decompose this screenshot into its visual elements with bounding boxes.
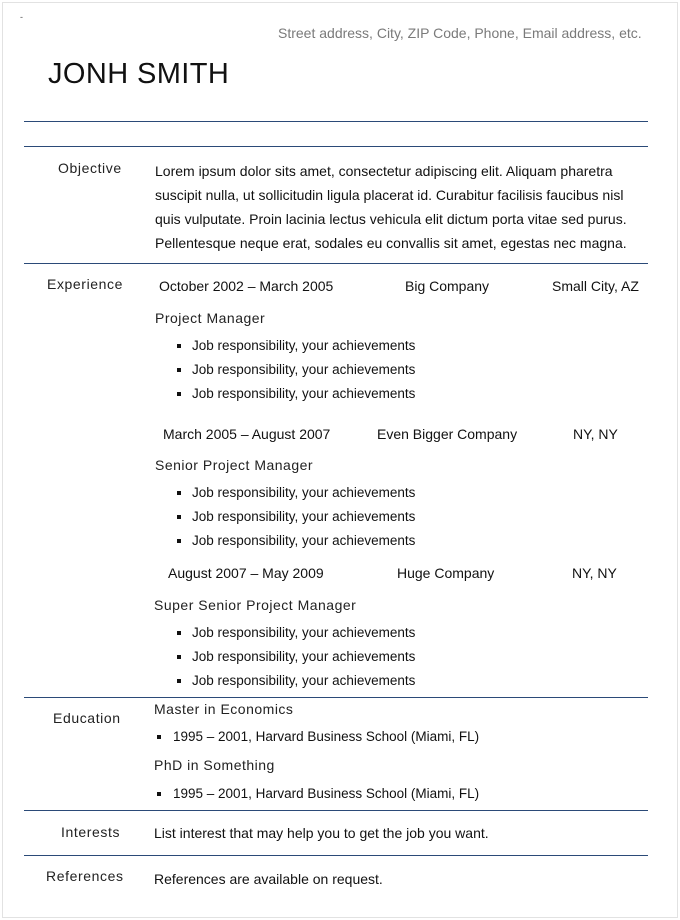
degree-name: PhD in Something xyxy=(154,757,275,773)
degree-detail: 1995 – 2001, Harvard Business School (Miami, FL) xyxy=(173,729,480,744)
job-dates: March 2005 – August 2007 xyxy=(163,426,331,442)
bullet-icon xyxy=(177,679,181,683)
degree-name: Master in Economics xyxy=(154,701,294,717)
degree-detail: 1995 – 2001, Harvard Business School (Miami, FL) xyxy=(173,786,480,801)
job-bullet: Job responsibility, your achievements xyxy=(192,673,416,688)
job-title: Senior Project Manager xyxy=(155,457,314,473)
job-bullet: Job responsibility, your achievements xyxy=(192,386,416,401)
candidate-name: JONH SMITH xyxy=(48,58,230,90)
job-location: Small City, AZ xyxy=(552,278,639,294)
contact-line: Street address, City, ZIP Code, Phone, Email address, etc. xyxy=(278,25,642,41)
page-border xyxy=(2,2,678,918)
objective-text: Lorem ipsum dolor sits amet, consectetur adipiscing elit. Aliquam pharetra suscipit nulla, ut sollicitudin ligula placerat id. Curabitur facilisis faucibus nisl quis vulputate. Proin lacinia lectus vehicula elit dictum porta vitae sed purus. Pellentesque neque erat, sodales eu convallis sit amet, egestas nec magna. xyxy=(155,163,627,251)
section-label-experience: Experience xyxy=(47,276,124,292)
interests-text: List interest that may help you to get the job you want. xyxy=(154,825,489,841)
job-bullet: Job responsibility, your achievements xyxy=(192,509,416,524)
section-label-interests: Interests xyxy=(61,824,121,840)
job-company: Huge Company xyxy=(397,565,495,581)
bullet-icon xyxy=(177,491,181,495)
divider xyxy=(24,121,648,122)
job-bullet: Job responsibility, your achievements xyxy=(192,533,416,548)
corner-mark: - xyxy=(20,12,23,22)
divider xyxy=(24,263,648,264)
bullet-icon xyxy=(177,655,181,659)
job-title: Project Manager xyxy=(155,310,266,326)
bullet-icon xyxy=(157,735,161,739)
bullet-icon xyxy=(157,792,161,796)
bullet-icon xyxy=(177,515,181,519)
job-company: Even Bigger Company xyxy=(377,426,518,442)
job-location: NY, NY xyxy=(572,565,617,581)
section-label-references: References xyxy=(46,868,124,884)
bullet-icon xyxy=(177,539,181,543)
bullet-icon xyxy=(177,368,181,372)
job-dates: October 2002 – March 2005 xyxy=(159,278,334,294)
job-bullet: Job responsibility, your achievements xyxy=(192,625,416,640)
job-dates: August 2007 – May 2009 xyxy=(168,565,324,581)
bullet-icon xyxy=(177,631,181,635)
bullet-icon xyxy=(177,344,181,348)
divider xyxy=(24,855,648,856)
divider xyxy=(24,146,648,147)
divider xyxy=(24,697,648,698)
section-label-objective: Objective xyxy=(58,160,122,176)
job-bullet: Job responsibility, your achievements xyxy=(192,485,416,500)
bullet-icon xyxy=(177,392,181,396)
job-title: Super Senior Project Manager xyxy=(154,597,357,613)
section-label-education: Education xyxy=(53,710,121,726)
job-location: NY, NY xyxy=(573,426,618,442)
job-bullet: Job responsibility, your achievements xyxy=(192,649,416,664)
job-bullet: Job responsibility, your achievements xyxy=(192,338,416,353)
references-text: References are available on request. xyxy=(154,871,383,887)
job-company: Big Company xyxy=(405,278,490,294)
divider xyxy=(24,810,648,811)
job-bullet: Job responsibility, your achievements xyxy=(192,362,416,377)
